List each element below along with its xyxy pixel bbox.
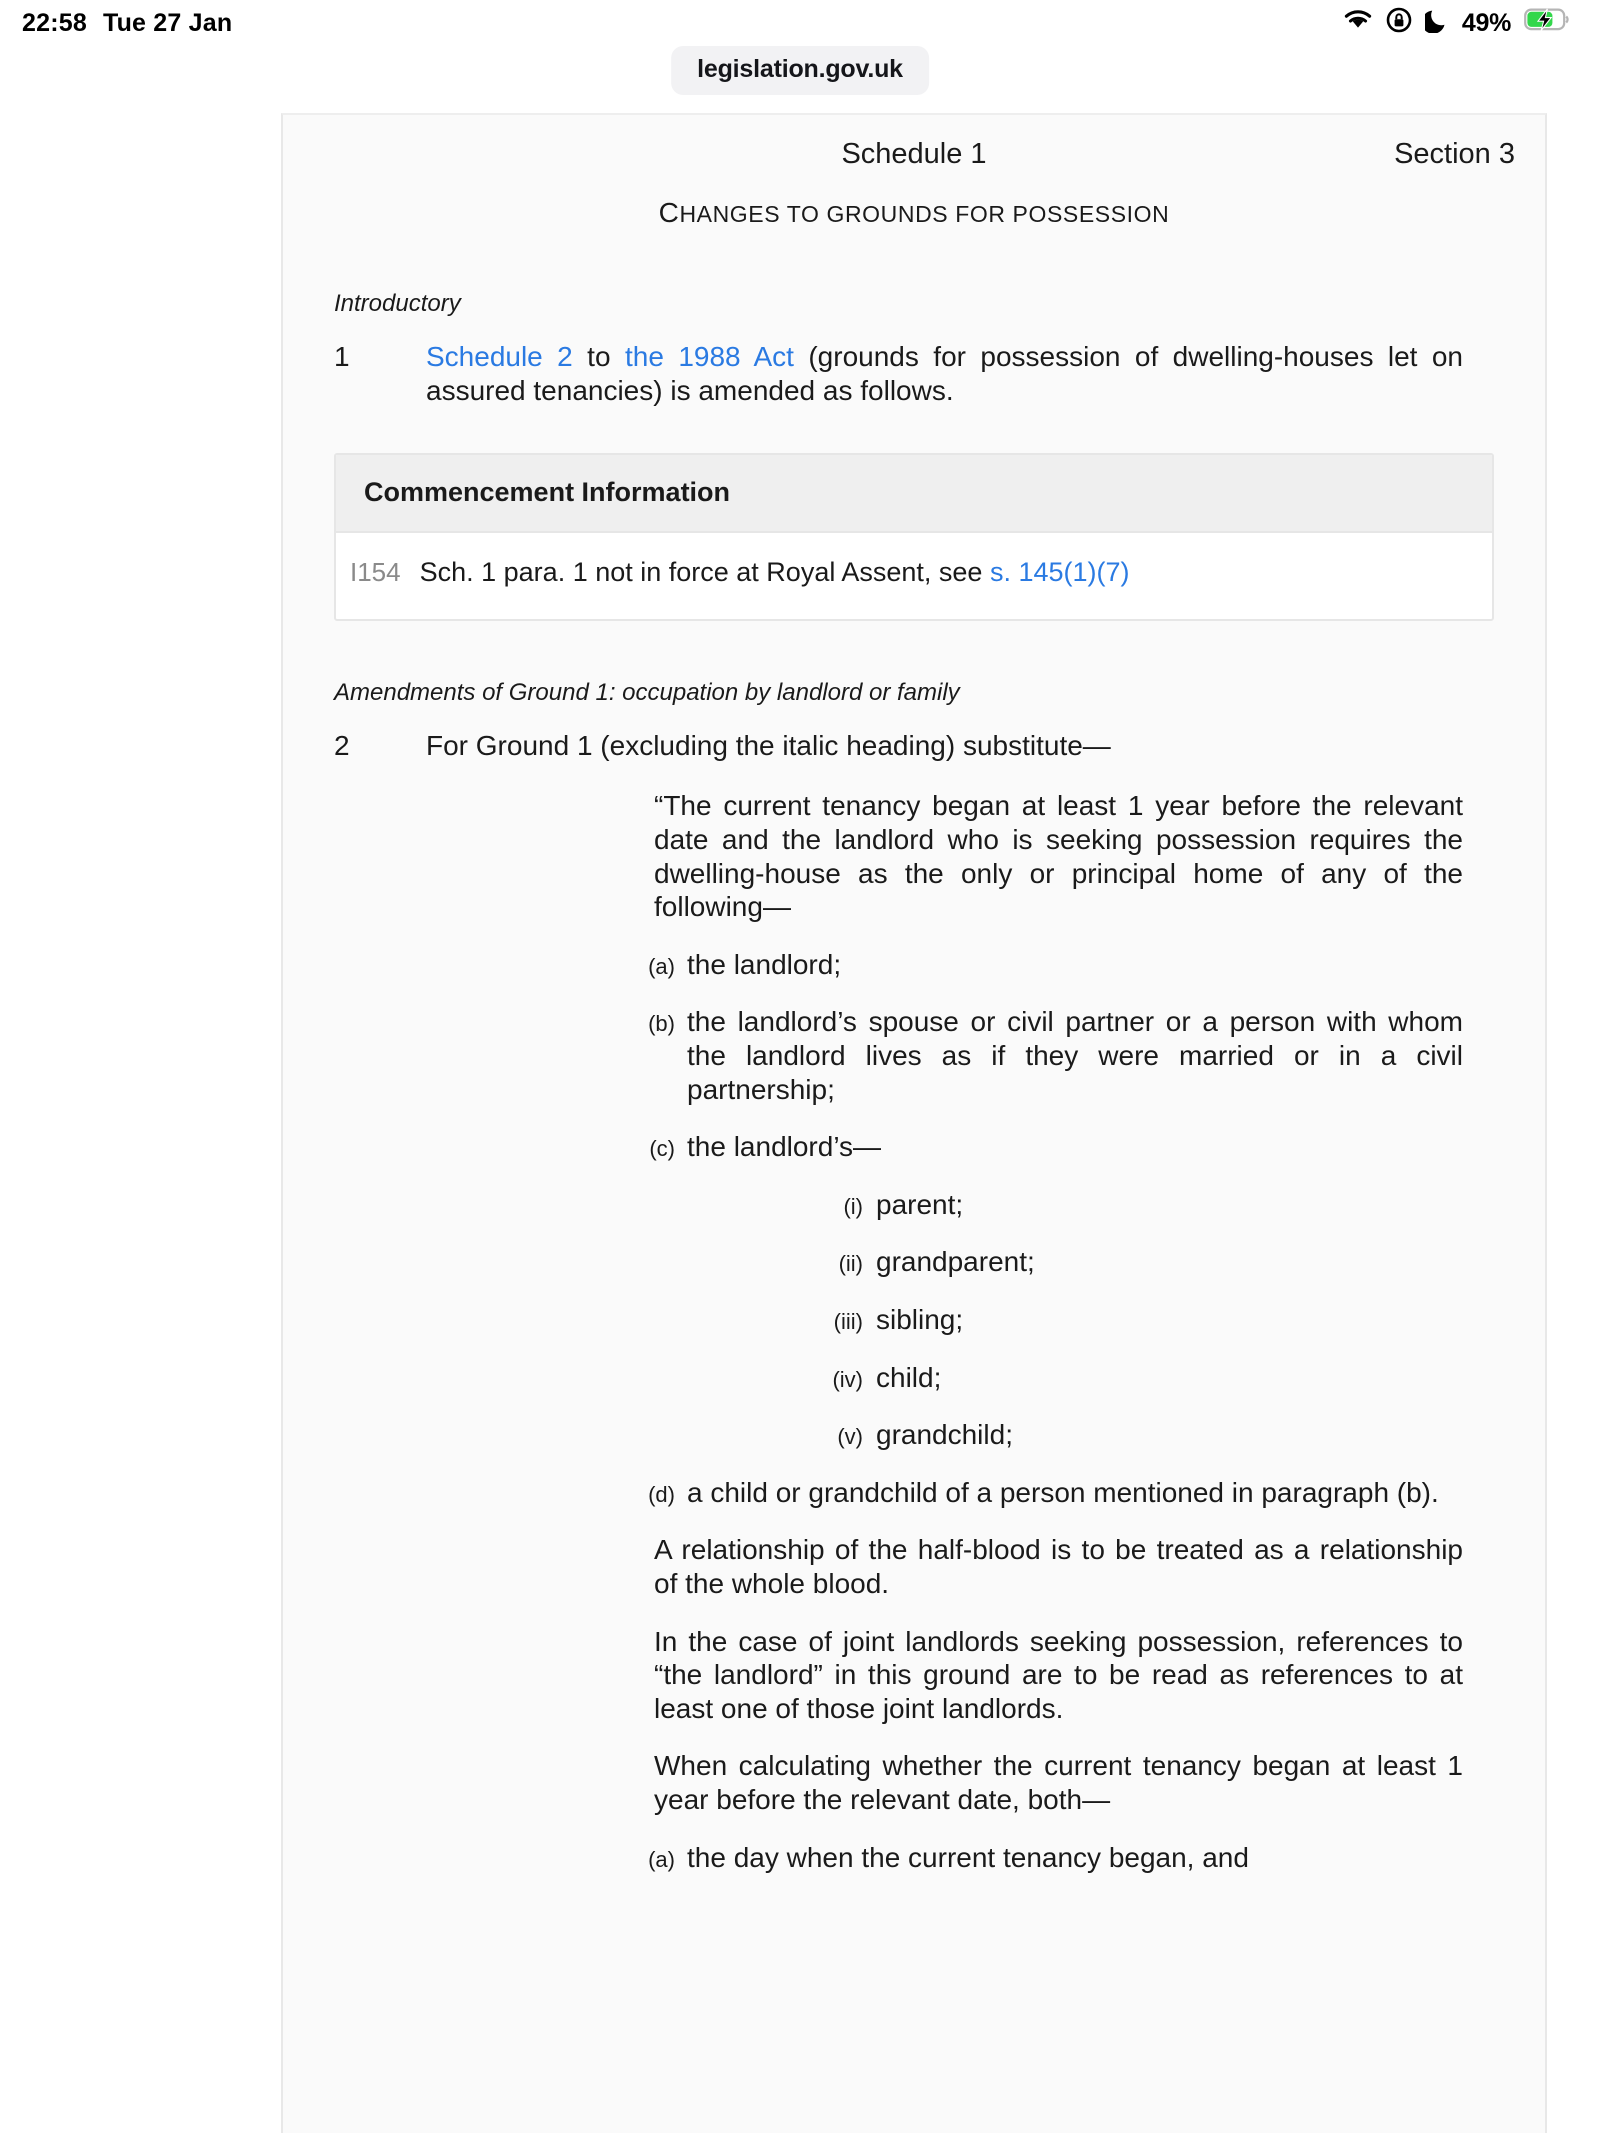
list-item-d-label: (d) — [648, 1481, 675, 1507]
rotation-lock-icon — [1386, 7, 1412, 40]
link-schedule-2[interactable]: Schedule 2 — [426, 341, 573, 372]
list-item-b-text: the landlord’s spouse or civil partner or a person with whom the landlord lives as if they were married or in a civil partnership; — [687, 1006, 1463, 1105]
status-time: 22:58 — [22, 8, 87, 37]
heading-amendments-ground-1: Amendments of Ground 1: occupation by landlord or family — [334, 679, 960, 707]
list-item-roman-iv — [801, 1361, 1463, 1395]
list-item-roman-v-text: grandchild; — [876, 1419, 1013, 1451]
list-item-b-label: (b) — [648, 1011, 675, 1037]
list-item-a-label: (a) — [648, 953, 675, 979]
list-item-roman-iv-text: child; — [876, 1361, 942, 1393]
list-item-a — [623, 948, 1463, 982]
list-item-roman-ii — [801, 1245, 1463, 1279]
section-reference: Section 3 — [1394, 138, 1515, 170]
paragraph-2-text: For Ground 1 (excluding the italic heading) substitute— — [426, 730, 1111, 762]
list-item-c-label: (c) — [649, 1136, 675, 1162]
link-s-145-1-7[interactable]: s. 145(1)(7) — [989, 557, 1130, 588]
browser-url-bar — [0, 46, 1600, 98]
schedule-subtitle — [311, 197, 1517, 229]
paragraph-1-number: 1 — [334, 341, 350, 372]
commencement-text — [420, 557, 1130, 588]
commencement-heading: Commencement Information — [336, 455, 1492, 533]
list-item-d — [623, 1476, 1463, 1510]
subtitle-rest: HANGES TO GROUNDS FOR POSSESSION — [679, 201, 1170, 227]
battery-charging-icon — [1524, 7, 1570, 39]
commencement-marker: I154 — [350, 557, 401, 588]
list-item-roman-v — [801, 1418, 1463, 1452]
document-content — [283, 138, 1545, 1874]
battery-percentage: 49% — [1461, 8, 1511, 37]
document-panel — [281, 113, 1547, 2133]
list-item-c-text: the landlord’s— — [687, 1131, 882, 1163]
schedule-header — [311, 138, 1517, 194]
final-list-item-a — [623, 1841, 1463, 1875]
paragraph-2 — [334, 729, 1517, 763]
status-bar-right — [1343, 7, 1570, 40]
commencement-information-box — [334, 453, 1494, 621]
status-bar-left — [22, 9, 232, 38]
list-item-roman-i-text: parent; — [876, 1188, 964, 1220]
list-item-roman-iii — [801, 1303, 1463, 1337]
list-item-roman-v-label: (v) — [837, 1424, 863, 1450]
wifi-icon — [1343, 8, 1373, 39]
list-item-d-text: a child or grandchild of a person mentioned in paragraph (b). — [687, 1476, 1439, 1508]
list-item-roman-iv-label: (iv) — [832, 1366, 863, 1392]
final-list-item-a-label: (a) — [648, 1846, 675, 1872]
url-display[interactable]: legislation.gov.uk — [671, 46, 929, 95]
list-item-roman-i-label: (i) — [843, 1193, 863, 1219]
list-item-b — [623, 1005, 1463, 1106]
commencement-body — [336, 533, 1492, 619]
ios-status-bar — [0, 0, 1600, 46]
list-item-a-text: the landlord; — [687, 948, 842, 980]
paragraph-1 — [334, 340, 1517, 408]
quoted-when-calculating: When calculating whether the current tenancy began at least 1 year before the relevant date, both— — [654, 1750, 1463, 1815]
list-item-roman-ii-label: (ii) — [838, 1251, 863, 1277]
paragraph-1-text — [426, 340, 1517, 408]
list-item-roman-iii-text: sibling; — [876, 1304, 964, 1335]
list-item-roman-i — [801, 1188, 1463, 1222]
list-item-roman-ii-text: grandparent; — [876, 1246, 1035, 1278]
heading-introductory: Introductory — [334, 290, 461, 317]
do-not-disturb-moon-icon — [1425, 7, 1449, 40]
quoted-joint-landlords: In the case of joint landlords seeking possession, references to “the landlord” in this ground are to be read as references to at least one of those joint landlords. — [654, 1625, 1463, 1724]
paragraph-1-between: to — [572, 341, 625, 372]
subtitle-initial: C — [658, 197, 680, 228]
list-item-roman-iii-label: (iii) — [833, 1309, 863, 1334]
commencement-text-before: Sch. 1 para. 1 not in force at Royal Assent, see — [419, 557, 990, 588]
paragraph-1-rest: (grounds for possession of dwelling-houses let on assured tenancies) is amended as follows. — [426, 341, 1464, 407]
quoted-intro: “The current tenancy began at least 1 year before the relevant date and the landlord who is seeking possession requires the dwelling-house as the only or principal home of any of the following— — [654, 790, 1463, 923]
schedule-title: Schedule 1 — [841, 138, 987, 170]
quoted-half-blood: A relationship of the half-blood is to be treated as a relationship of the whole blood. — [654, 1534, 1463, 1599]
paragraph-2-number: 2 — [334, 730, 350, 762]
link-1988-act[interactable]: the 1988 Act — [624, 341, 794, 372]
status-date: Tue 27 Jan — [102, 8, 233, 37]
list-item-c — [623, 1130, 1463, 1164]
final-list-item-a-text: the day when the current tenancy began, and — [687, 1841, 1249, 1873]
